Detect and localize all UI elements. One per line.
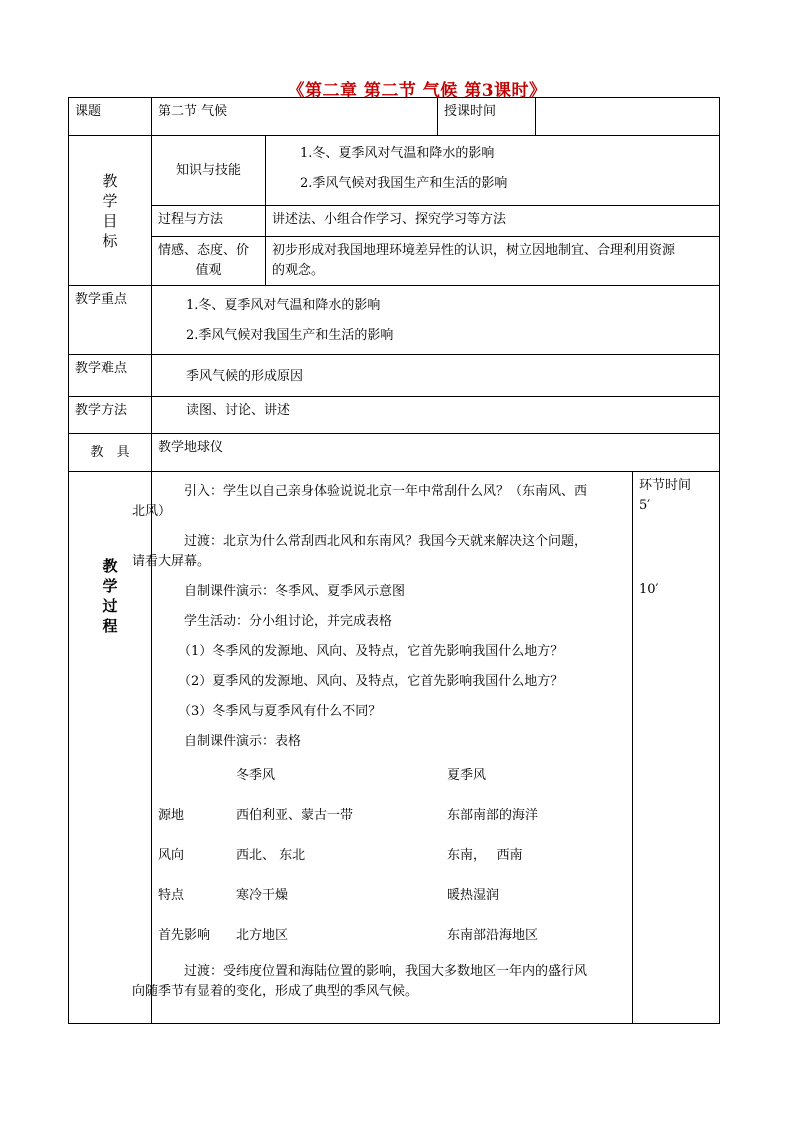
tools-label: 教 具: [69, 434, 152, 472]
process-method-value: 讲述法、小组合作学习、探究学习等方法: [266, 206, 720, 237]
difficulty-value: 季风气候的形成原因: [152, 355, 720, 397]
process-conclusion: 过渡：受纬度位置和海陆位置的影响，我国大多数地区一年内的盛行风 向随季节有显着的变化，形成了典型的季风气候。: [132, 964, 588, 999]
key-points-value: [152, 286, 720, 355]
monsoon-table-header: [158, 766, 622, 806]
process-activity: 学生活动：分小组讨论，并完成表格: [184, 614, 393, 629]
timing-column: [633, 472, 720, 1024]
timing-label: 环节时间: [639, 478, 692, 493]
method-row: [69, 397, 720, 434]
process-row: [69, 472, 720, 1024]
monsoon-table-row: 风向 西北、 东北 东南， 西南: [158, 848, 523, 863]
emotion-attitude-label: 情感、态度、价 值观: [152, 237, 266, 286]
process-question-3: （3）冬季风与夏季风有什么不同？: [178, 704, 382, 719]
monsoon-table-row: 首先影响 北方地区 东南部沿海地区: [158, 928, 539, 943]
monsoon-table-row: 特点 寒冷干燥 暖热湿润: [158, 888, 500, 903]
monsoon-table-row: 源地 西伯利亚、蒙古一带 东部南部的海洋: [158, 808, 539, 823]
process-transition: 过渡：北京为什么常刮西北风和东南风？我国今天就来解决这个问题， 请看大屏幕。: [132, 534, 588, 569]
emotion-attitude-value: 初步形成对我国地理环境差异性的认识，树立因地制宜、合理利用资源 的观念。: [266, 237, 720, 286]
document-title: 《第二章 第二节 气候 第3课时》: [287, 81, 547, 101]
objectives-label: 教 学 目 标: [69, 136, 152, 286]
tools-value: 教学地球仪: [152, 434, 720, 472]
class-time-label: 授课时间: [438, 98, 536, 136]
method-value: 读图、讨论、讲述: [152, 397, 720, 434]
knowledge-skills-label: 知识与技能: [152, 136, 266, 206]
method-label: 教学方法: [69, 397, 152, 434]
difficulty-row: [69, 355, 720, 397]
topic-label: 课题: [69, 98, 152, 136]
process-demo-diagram: 自制课件演示：冬季风、夏季风示意图: [184, 584, 406, 599]
key-point-item: 1.冬、夏季风对气温和降水的影响: [186, 298, 381, 313]
key-points-row: [69, 286, 720, 355]
process-label: 教 学 过 程: [69, 472, 152, 1024]
process-question-2: （2）夏季风的发源地、风向、及特点，它首先影响我国什么地方？: [178, 674, 564, 689]
objective-process-row: [69, 206, 720, 237]
process-question-1: （1）冬季风的发源地、风向、及特点，它首先影响我国什么地方？: [178, 644, 564, 659]
objective-emotion-row: [69, 237, 720, 286]
class-time-value: [536, 98, 720, 136]
difficulty-label: 教学难点: [69, 355, 152, 397]
key-point-item: 2.季风气候对我国生产和生活的影响: [186, 328, 394, 343]
timing-value: 5′: [639, 498, 651, 513]
winter-monsoon-header: 冬季风: [236, 768, 276, 783]
monsoon-comparison-table: [158, 766, 622, 950]
lesson-plan-table: [68, 97, 720, 1024]
summer-monsoon-header: 夏季风: [447, 768, 487, 783]
timing-value: 10′: [639, 582, 659, 597]
process-content: [132, 472, 633, 1024]
process-method-label: 过程与方法: [152, 206, 266, 237]
process-intro: 引入：学生以自己亲身体验说说北京一年中常刮什么风？（东南风、西 北风）: [132, 484, 588, 519]
topic-value: 第二节 气候: [152, 98, 438, 136]
knowledge-item: 1.冬、夏季风对气温和降水的影响: [300, 146, 495, 161]
topic-row: [69, 98, 720, 136]
tools-row: [69, 434, 720, 472]
knowledge-item: 2.季风气候对我国生产和生活的影响: [300, 176, 508, 191]
objective-knowledge-row: [69, 136, 720, 206]
process-demo-table: 自制课件演示：表格: [184, 734, 302, 749]
knowledge-skills-value: [266, 136, 720, 206]
key-points-label: 教学重点: [69, 286, 152, 355]
